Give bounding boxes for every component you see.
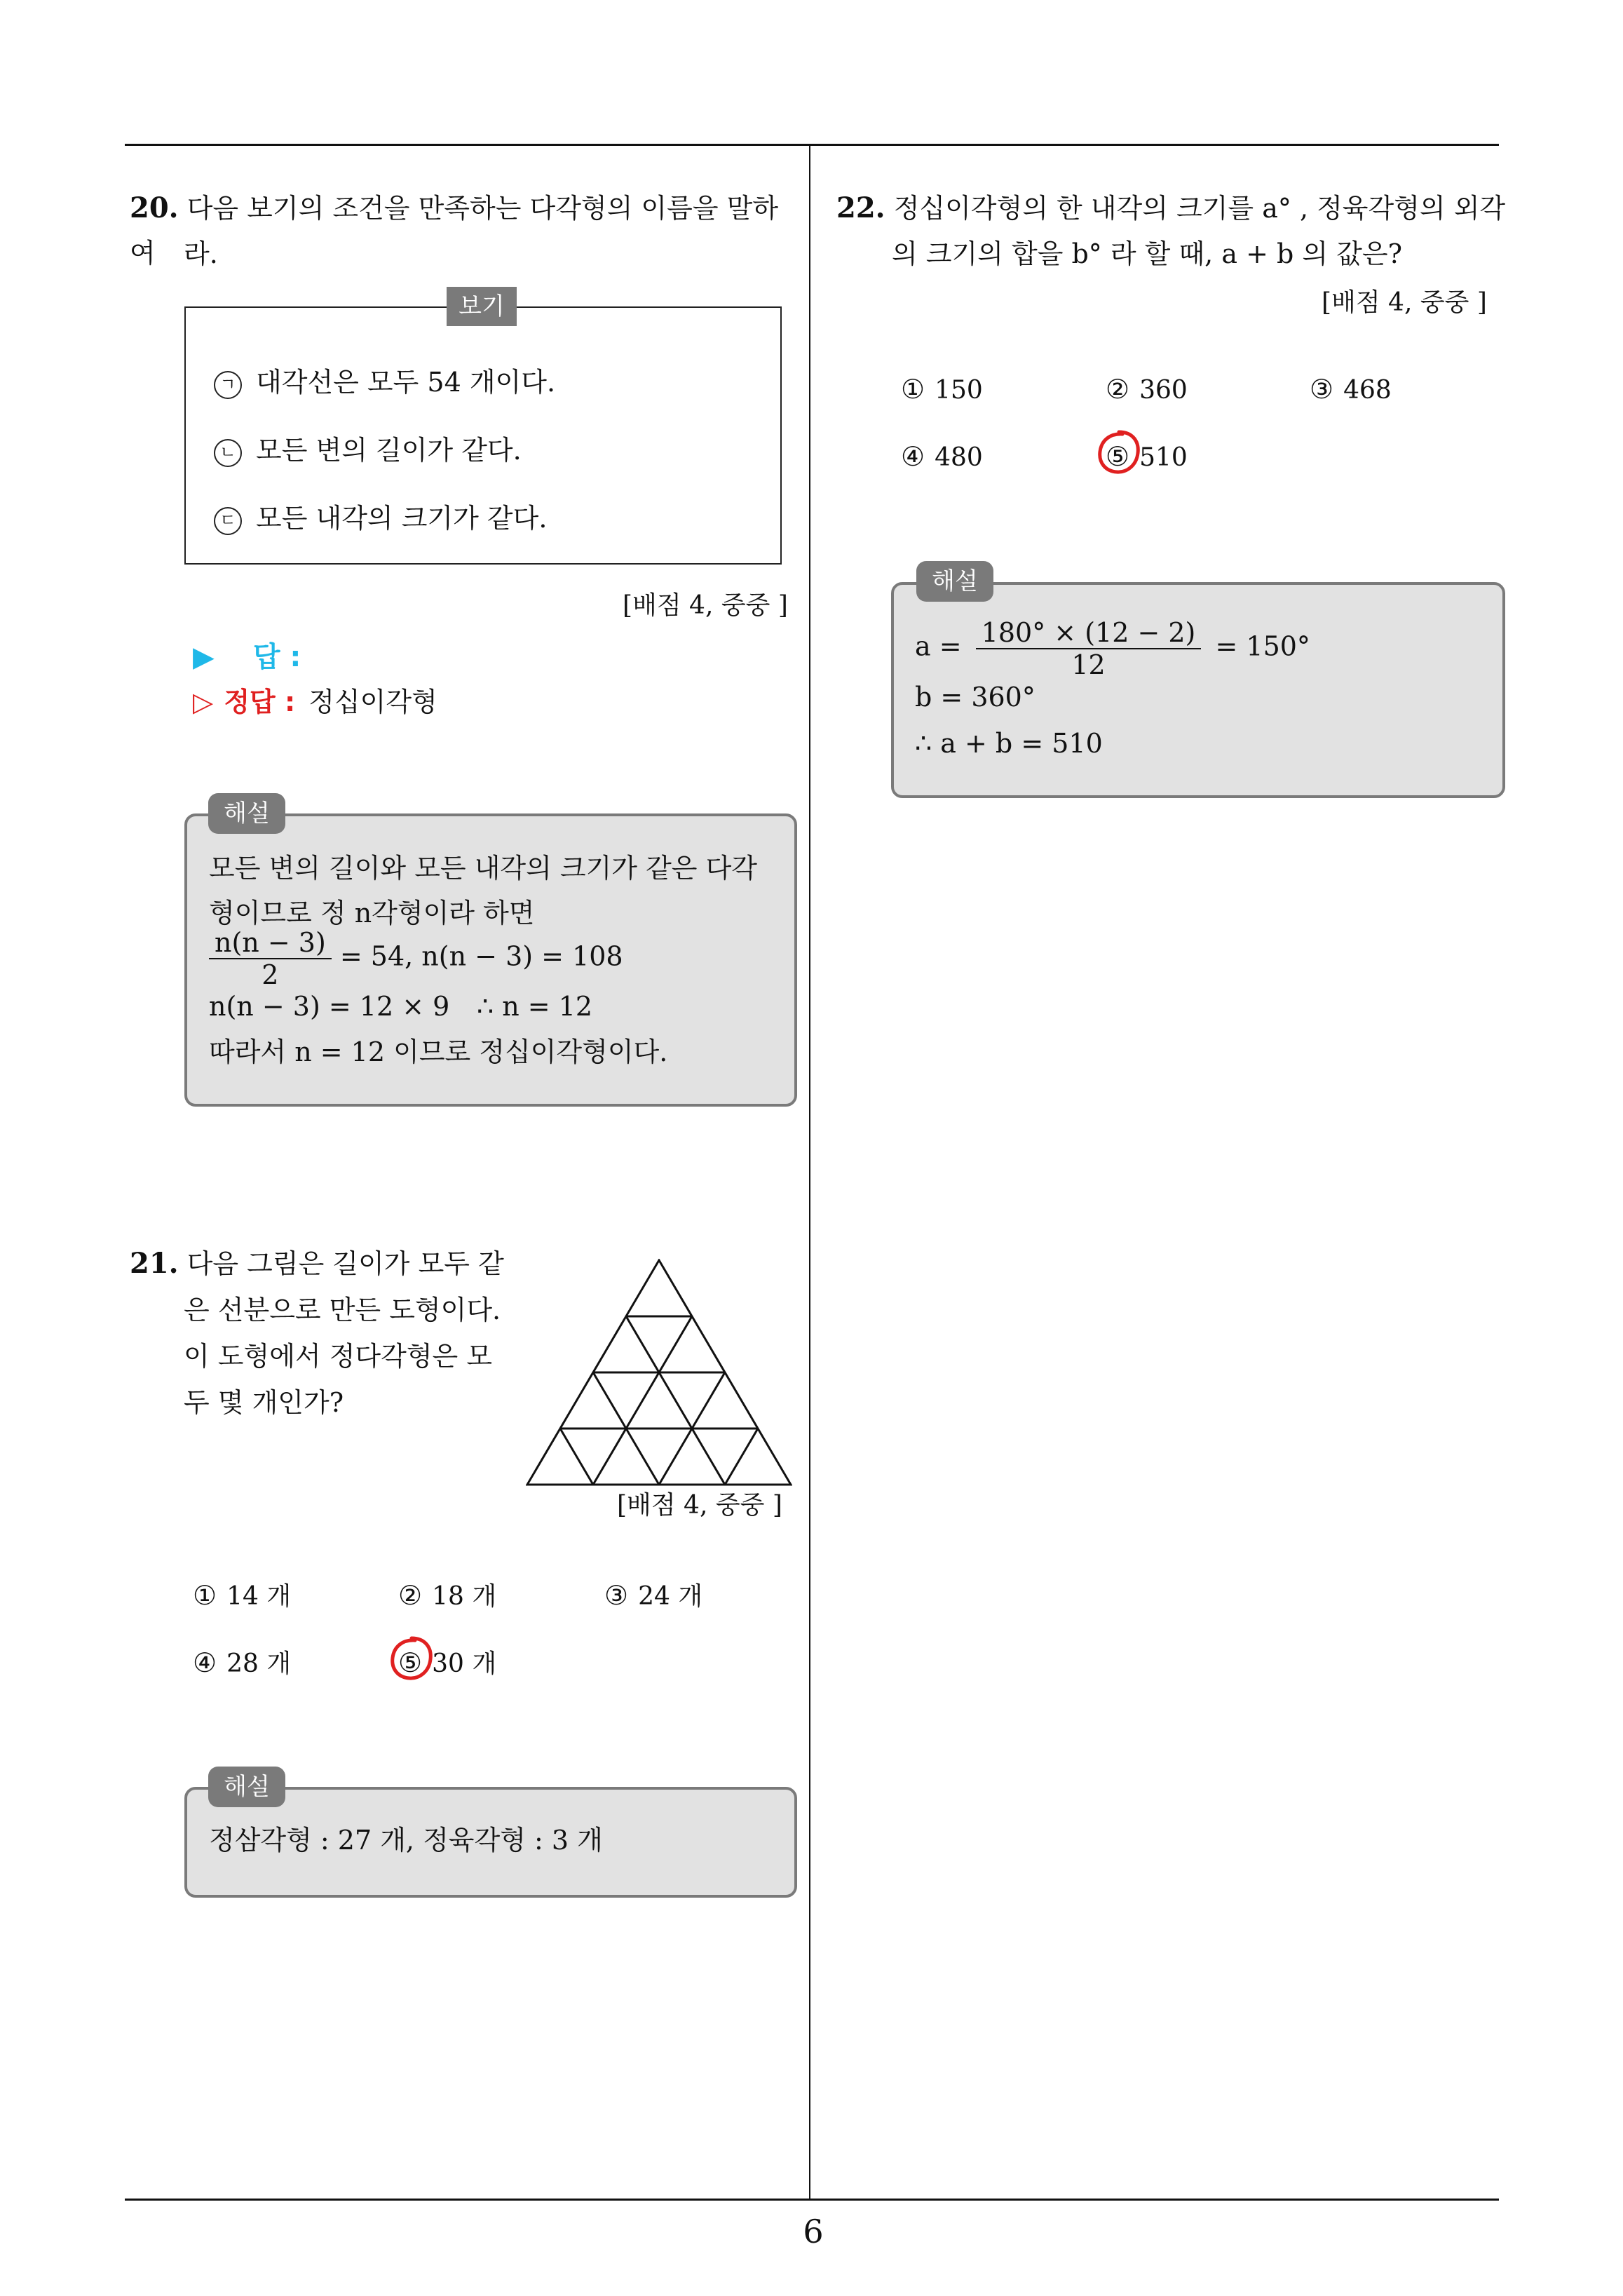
choice-number: ④ <box>193 1647 217 1678</box>
q22-a-rhs: = 150° <box>1215 630 1310 662</box>
q21-choice-1[interactable] <box>193 1578 291 1614</box>
q21-text-line: 은 선분으로 만든 도형이다. <box>184 1295 501 1325</box>
choice-text: 150 <box>935 376 983 405</box>
q21-choice-4[interactable] <box>193 1645 291 1682</box>
choice-number: ① <box>193 1580 217 1611</box>
q21-choice-3[interactable] <box>604 1578 702 1614</box>
correct-arrow-icon: ▷ <box>193 687 214 717</box>
q22-text-line1: 정십이각형의 한 내각의 크기를 a° , 정육각형의 외각 <box>893 193 1506 224</box>
selected-answer-circle-icon <box>1094 428 1143 478</box>
q21-text-line: 다음 그림은 길이가 모두 같 <box>186 1248 504 1279</box>
q21-question <box>130 1241 504 1286</box>
choice-number: ③ <box>1310 374 1334 405</box>
choice-number: ③ <box>604 1580 629 1611</box>
q20-exp-fraction-line <box>209 927 623 990</box>
q21-choice-2[interactable] <box>398 1578 496 1614</box>
q20-exp-line4a: n(n − 3) = 12 × 9 <box>209 991 450 1022</box>
bogi-item <box>214 433 522 468</box>
top-rule <box>125 144 1499 146</box>
choice-text: 468 <box>1343 376 1392 405</box>
answer-label: 답 : <box>252 641 301 673</box>
q21-explanation-tag: 해설 <box>208 1767 285 1807</box>
q22-choice-1[interactable] <box>901 372 983 408</box>
bogi-mark: ㄷ <box>214 507 242 535</box>
q20-frac-denominator: 2 <box>262 959 279 990</box>
choice-text: 510 <box>1139 443 1188 472</box>
q20-correct-row <box>193 680 437 719</box>
column-divider <box>809 145 810 2200</box>
q22-explanation-tag: 해설 <box>916 561 993 602</box>
triangle-figure <box>526 1259 792 1490</box>
q22-exp-line2: b = 360° <box>915 682 1035 713</box>
q20-frac-numerator: n(n − 3) <box>209 927 332 959</box>
correct-value: 정십이각형 <box>308 687 437 717</box>
q22-fraction <box>976 617 1202 680</box>
choice-number: ② <box>398 1580 423 1611</box>
q21-number: 21. <box>130 1247 179 1280</box>
bottom-rule <box>125 2199 1499 2201</box>
choice-text: 480 <box>935 443 983 472</box>
q22-frac-denominator: 12 <box>1071 649 1106 680</box>
q22-a-lhs: a = <box>915 630 962 662</box>
page-number: 6 <box>803 2213 824 2250</box>
correct-label: 정답 : <box>224 687 296 717</box>
q20-text-line1: 다음 보기의 조건을 만족하는 다각형의 이름을 말하여 <box>130 193 779 269</box>
q20-exp-line2: 형이므로 정 n각형이라 하면 <box>209 898 535 928</box>
q21-score: [배점 4, 중중 ] <box>617 1491 782 1520</box>
choice-text: 30 개 <box>432 1649 497 1678</box>
q20-fraction <box>209 927 332 990</box>
q20-exp-line1: 모든 변의 길이와 모든 내각의 크기가 같은 다각 <box>209 853 758 884</box>
q20-answer-row <box>193 635 301 675</box>
q22-question <box>836 186 1509 231</box>
bogi-item-text: 대각선은 모두 54 개이다. <box>256 367 556 398</box>
q22-text-line2: 의 크기의 합을 b° 라 할 때, a + b 의 값은? <box>892 238 1402 269</box>
q21-exp-text: 정삼각형 : 27 개, 정육각형 : 3 개 <box>209 1825 603 1856</box>
q22-number: 22. <box>836 191 885 224</box>
choice-text: 18 개 <box>432 1582 497 1611</box>
choice-text: 28 개 <box>226 1649 292 1678</box>
choice-number: ⑤ <box>1106 441 1130 472</box>
q20-question <box>130 186 803 276</box>
bogi-item-text: 모든 내각의 크기가 같다. <box>256 503 548 534</box>
q20-explanation-tag: 해설 <box>208 793 285 834</box>
q20-text-line2: 라. <box>184 238 218 269</box>
choice-text: 360 <box>1139 376 1188 405</box>
answer-arrow-icon: ▶ <box>193 641 215 673</box>
q22-choice-2[interactable] <box>1106 372 1188 408</box>
q20-number: 20. <box>130 191 179 224</box>
q22-frac-numerator: 180° × (12 − 2) <box>976 617 1202 649</box>
choice-number: ⑤ <box>398 1647 423 1678</box>
choice-number: ② <box>1106 374 1130 405</box>
choice-number: ④ <box>901 441 925 472</box>
selected-answer-circle-icon <box>387 1634 436 1684</box>
q21-text-line: 이 도형에서 정다각형은 모 <box>184 1341 493 1372</box>
q21-text-line: 두 몇 개인가? <box>184 1387 344 1418</box>
q22-score: [배점 4, 중중 ] <box>1322 288 1487 317</box>
q20-exp-line5: 따라서 n = 12 이므로 정십이각형이다. <box>209 1036 668 1067</box>
bogi-item-text: 모든 변의 길이가 같다. <box>256 435 522 466</box>
q22-choice-4[interactable] <box>901 439 983 475</box>
bogi-item <box>214 501 547 536</box>
q22-choice-3[interactable] <box>1310 372 1392 408</box>
choice-text: 24 개 <box>638 1582 703 1611</box>
q20-score: [배점 4, 중중 ] <box>623 591 788 620</box>
bogi-label: 보기 <box>447 287 517 326</box>
q20-exp-line4b: ∴ n = 12 <box>477 991 593 1022</box>
bogi-mark: ㄴ <box>214 439 242 467</box>
choice-number: ① <box>901 374 925 405</box>
q22-exp-line1 <box>915 617 1310 680</box>
q20-frac-rest: = 54, n(n − 3) = 108 <box>339 940 623 972</box>
q22-exp-line3: ∴ a + b = 510 <box>915 728 1103 759</box>
choice-text: 14 개 <box>226 1582 292 1611</box>
bogi-mark: ㄱ <box>214 371 242 399</box>
bogi-item <box>214 365 555 400</box>
